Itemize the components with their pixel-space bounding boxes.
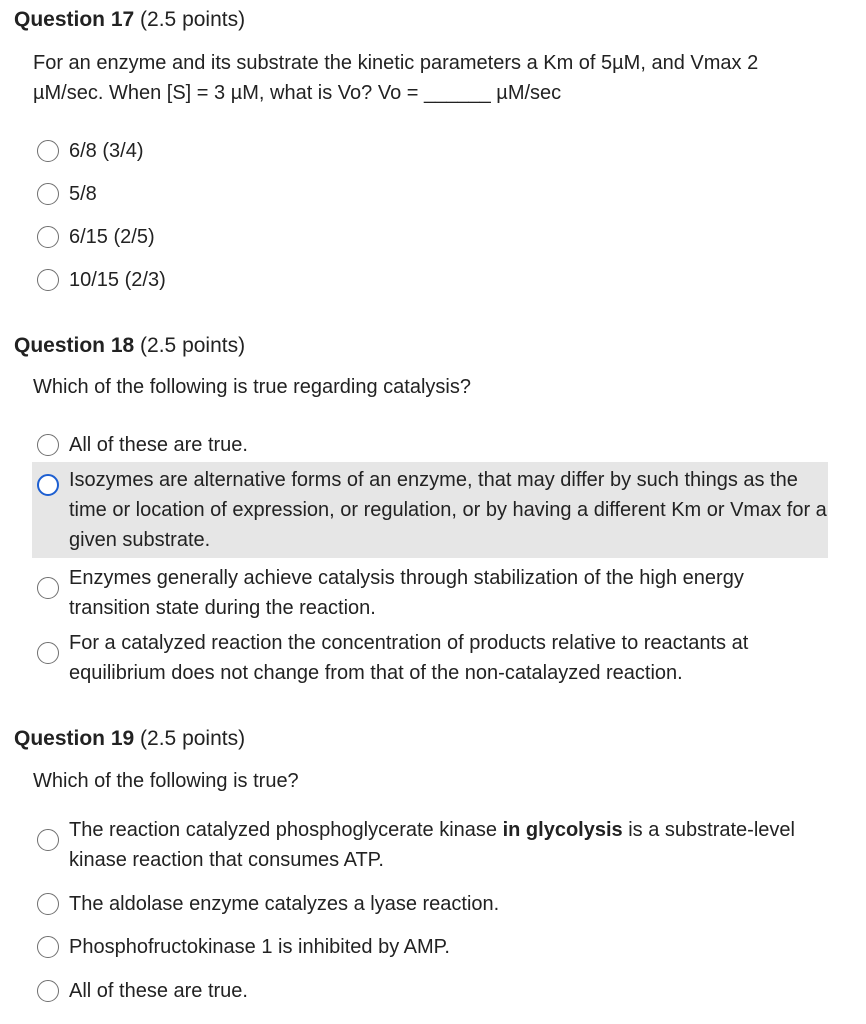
question-title: Question 19	[14, 727, 135, 750]
question-prompt	[33, 48, 823, 108]
option-label: The aldolase enzyme catalyzes a lyase reaction.	[69, 893, 500, 915]
answer-option[interactable]	[32, 136, 828, 166]
radio-button[interactable]	[37, 980, 59, 1002]
radio-button[interactable]	[37, 829, 59, 851]
bold-emphasis: in glycolysis	[502, 819, 623, 841]
radio-button[interactable]	[37, 434, 59, 456]
radio-button[interactable]	[37, 269, 59, 291]
radio-button[interactable]	[37, 183, 59, 205]
answer-option[interactable]	[32, 222, 828, 252]
radio-button[interactable]	[37, 226, 59, 248]
question-title: Question 18	[14, 334, 135, 357]
question-header	[14, 726, 245, 752]
question-header	[14, 333, 245, 359]
answer-option[interactable]	[32, 563, 828, 623]
radio-button[interactable]	[37, 577, 59, 599]
option-label: 10/15 (2/3)	[69, 269, 166, 291]
question-points: (2.5 points)	[140, 8, 246, 31]
radio-button[interactable]	[37, 893, 59, 915]
question-points: (2.5 points)	[140, 727, 246, 750]
answer-option[interactable]	[32, 815, 828, 875]
option-label: Enzymes generally achieve catalysis through stabilization of the high energy transition state during the reaction.	[69, 567, 744, 619]
answer-option[interactable]	[32, 932, 828, 962]
radio-button[interactable]	[37, 936, 59, 958]
radio-button[interactable]	[37, 474, 59, 496]
answer-option[interactable]	[32, 179, 828, 209]
prompt-line: µM/sec. When [S] = 3 µM, what is Vo? Vo = ______ µM/sec	[33, 82, 562, 104]
radio-button[interactable]	[37, 140, 59, 162]
option-label: The reaction catalyzed phosphoglycerate kinase in glycolysis is a substrate-level kinase reaction that consumes ATP.	[69, 819, 795, 871]
option-label: 6/15 (2/5)	[69, 226, 155, 248]
question-prompt: Which of the following is true regarding catalysis?	[33, 376, 471, 398]
answer-option[interactable]	[32, 462, 828, 558]
prompt-line: For an enzyme and its substrate the kinetic parameters a Km of 5µM, and Vmax 2	[33, 52, 759, 74]
option-label: All of these are true.	[69, 434, 248, 456]
answer-option[interactable]	[32, 976, 828, 1006]
option-label: 5/8	[69, 183, 97, 205]
option-label: Isozymes are alternative forms of an enzyme, that may differ by such things as the time or location of expression, or regulation, or by having a different Km or Vmax for a given substrate.	[69, 469, 827, 551]
answer-option[interactable]	[32, 628, 828, 688]
option-label: For a catalyzed reaction the concentration of products relative to reactants at equilibrium does not change from that of the non-catalayzed reaction.	[69, 632, 749, 684]
question-points: (2.5 points)	[140, 334, 246, 357]
option-label: 6/8 (3/4)	[69, 140, 144, 162]
question-title: Question 17	[14, 8, 135, 31]
option-label: Phosphofructokinase 1 is inhibited by AMP.	[69, 936, 450, 958]
answer-option[interactable]	[32, 430, 828, 460]
question-header	[14, 7, 245, 33]
answer-option[interactable]	[32, 889, 828, 919]
option-label: All of these are true.	[69, 980, 248, 1002]
question-prompt: Which of the following is true?	[33, 770, 299, 792]
radio-button[interactable]	[37, 642, 59, 664]
answer-option[interactable]	[32, 265, 828, 295]
